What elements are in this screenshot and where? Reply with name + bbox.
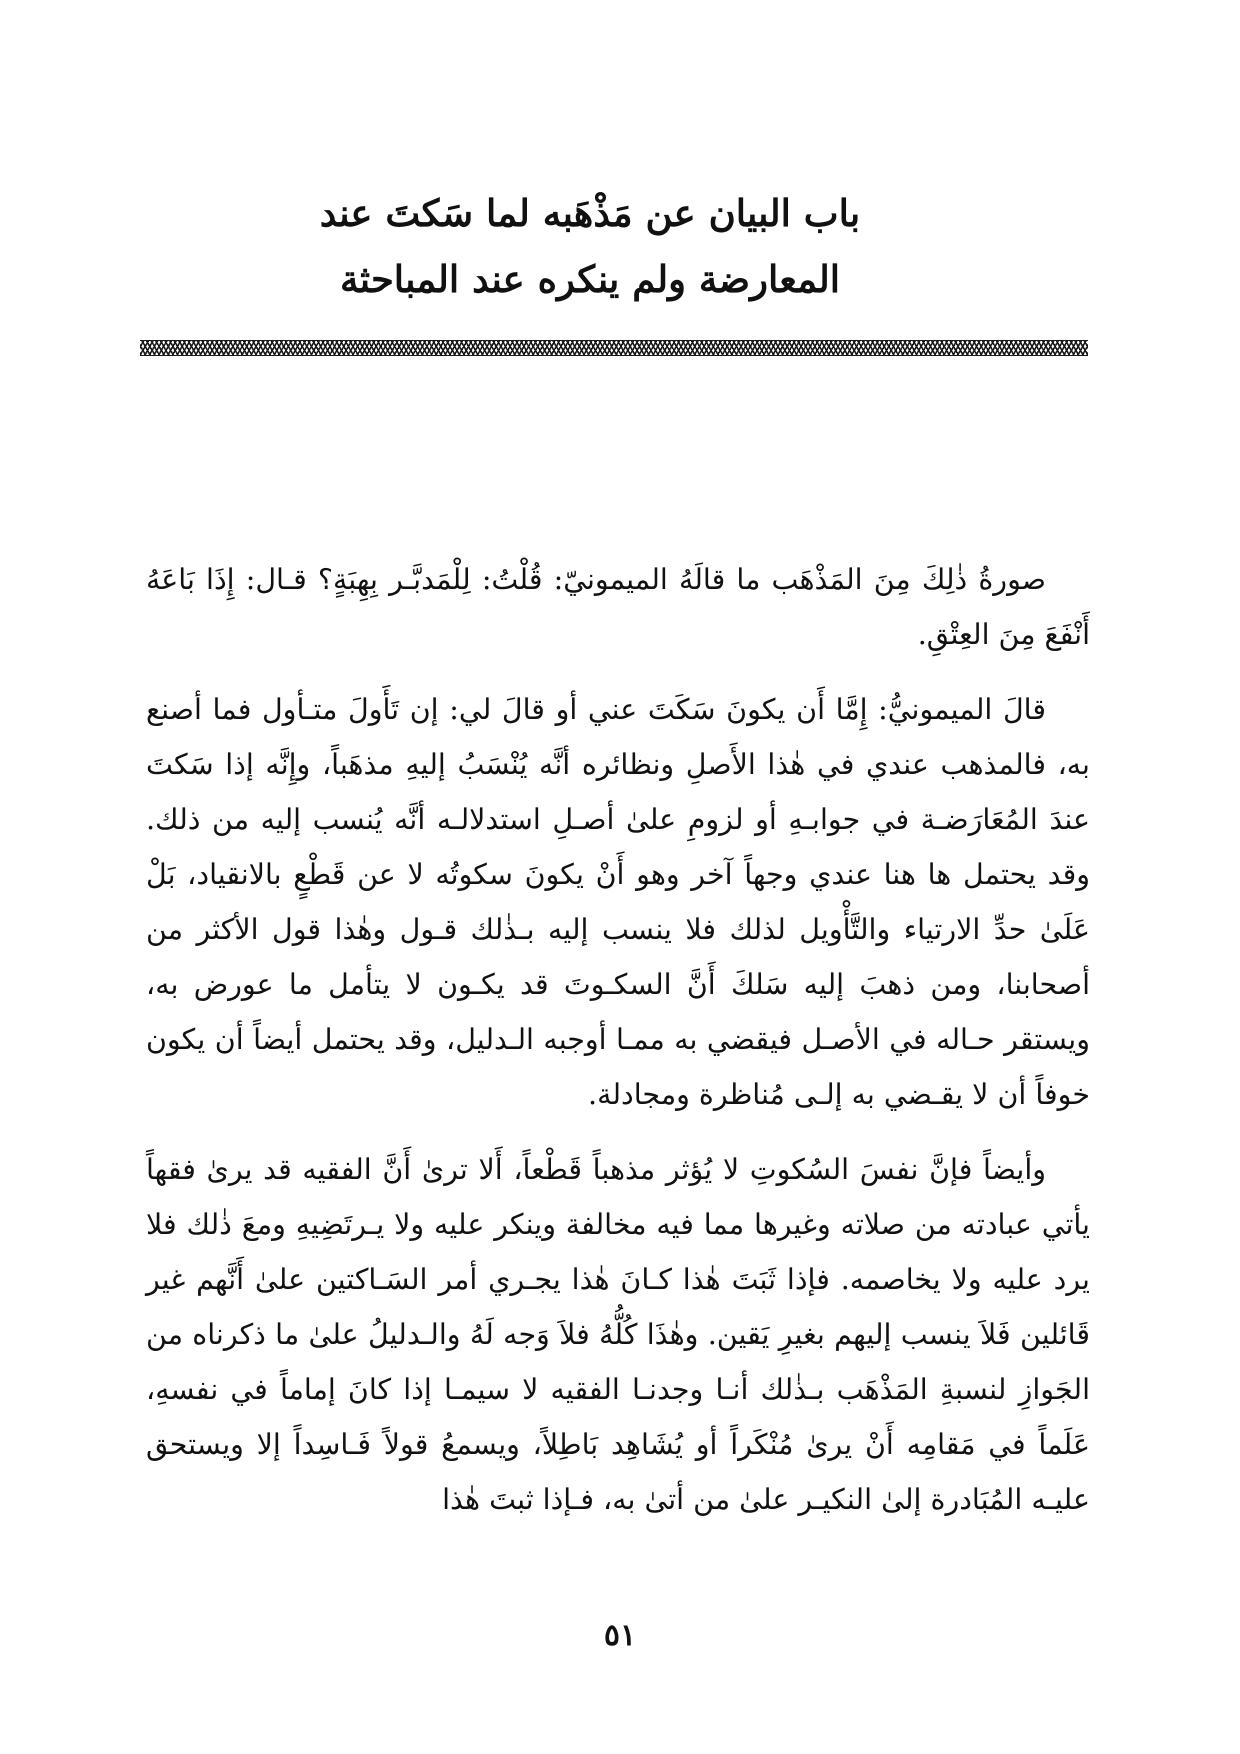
chapter-title-line-1: باب البيان عن مَذْهَبه لما سَكتَ عند <box>319 191 861 235</box>
chapter-title-line-2: المعارضة ولم ينكره عند المباحثة <box>339 257 841 301</box>
chapter-title <box>300 180 880 312</box>
paragraph-3: وأيضاً فإنَّ نفسَ السُكوتِ لا يُؤثر مذهباً قَطْعاً، أَلا ترىٰ أَنَّ الفقيه قد يرىٰ فقهاً يأتي عبادته من صلاته وغيرها مما فيه مخالفة وينكر عليه ولا يـرتَضِيهِ ومعَ ذٰلك فلا يرد عليه ولا يخاصمه. فإذا ثَبَتَ هٰذا كـانَ هٰذا يجـري أمر السَـاكتين علىٰ أَنَّهم غير قَائلين فَلاَ ينسب إليهم بغيرِ يَقين. وهٰذَا كُلُّهُ فلاَ وَجه لَهُ والـدليلُ علىٰ ما ذكرناه من الجَوازِ لنسبةِ المَذْهَب بـذٰلك أنـا وجدنـا الفقيه لا سيمـا إذا كانَ إماماً في نفسهِ، عَلَماً في مَقامِه أَنْ يرىٰ مُنْكَراً أو يُشَاهِد بَاطِلاً، ويسمعُ قولاً فَـاسِداً إلا ويستحق عليـه المُبَادرة إلىٰ النكيـر علىٰ من أتىٰ به، فـإذا ثبتَ هٰذا <box>146 1153 1090 1516</box>
paragraph-2: قالَ الميمونيُّ: إِمَّا أَن يكونَ سَكَتَ عني أو قالَ لي: إن تَأَولَ متـأول فما أصنع به، فالمذهب عندي في هٰذا الأَصلِ ونظائره أنَّه يُنْسَبُ إليهِ مذهَباً، وإِنَّه إذا سَكتَ عندَ المُعَارَضـة في جوابـهِ أو لزومِ علىٰ أصـلِ استدلالـه أنَّه يُنسب إليه من ذلك. وقد يحتمل ها هنا عندي وجهاً آخر وهو أَنْ يكونَ سكوتُه لا عن قَطْعٍ بالانقياد، بَلْ عَلَىٰ حدِّ الارتياء والتَّأْويل لذلك فلا ينسب إليه بـذٰلك قـول وهٰذا قول الأكثر من أصحابنا، ومن ذهبَ إليه سَلكَ أَنَّ السكـوتَ قد يكـون لا يتأمل ما عورض به، ويستقر حـاله في الأصـل فيقضي به ممـا أوجبه الـدليل، وقد يحتمل أيضاً أن يكون خوفاً أن لا يقـضي به إلـى مُناظرة ومجادلة. <box>146 693 1090 1111</box>
page-number: ٥١ <box>603 1618 637 1653</box>
body-text <box>146 552 1090 1547</box>
paragraph-1: صورةُ ذٰلِكَ مِنَ المَذْهَب ما قالَهُ الميمونيّ: قُلْتُ: لِلْمَدبَّـر بِهِبَةٍ؟ قـال: إِذَا بَاعَهُ أَنْفَعَ مِنَ العِتْقِ. <box>146 563 1090 651</box>
ornamental-divider <box>140 340 1088 356</box>
